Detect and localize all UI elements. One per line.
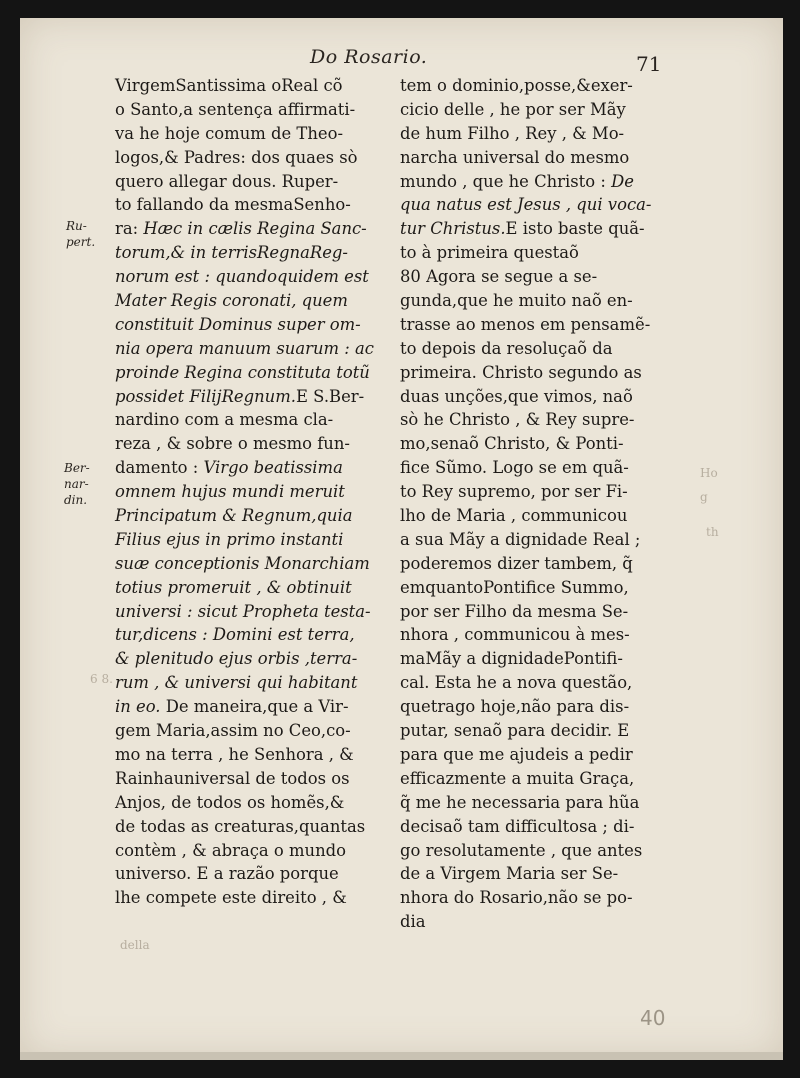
text-line — [115, 791, 374, 815]
text-line — [115, 146, 374, 170]
text-line — [115, 623, 374, 647]
text-fragment: decisaõ tam difficultosa ; di- — [400, 816, 635, 836]
text-fragment: VirgemSantissima oReal cõ — [115, 76, 343, 95]
text-fragment: Rainhauniversal de todos os — [115, 768, 350, 788]
text-fragment: nardino com a mesma cla- — [115, 410, 334, 430]
text-line — [115, 408, 374, 432]
text-line — [400, 265, 651, 289]
text-line — [115, 337, 374, 361]
latin-quote-fragment: qua natus est Jesus , qui voca- — [400, 195, 652, 215]
text-line — [400, 552, 651, 576]
text-line — [115, 122, 374, 146]
text-fragment: va he hoje comum de Theo- — [115, 123, 344, 143]
text-fragment: cicio delle , he por ser Mãy — [400, 99, 626, 119]
text-line — [400, 385, 651, 409]
latin-quote-fragment: universi : sicut Propheta testa- — [115, 601, 371, 621]
text-fragment: gunda,que he muito naõ en- — [400, 291, 633, 311]
bleed-through-text: Ho — [700, 466, 718, 480]
text-fragment: nhora do Rosario,não se po- — [400, 888, 633, 908]
text-fragment: Anjos, de todos os homẽs,& — [115, 792, 345, 812]
text-line — [400, 289, 651, 313]
text-line — [115, 528, 374, 552]
text-line — [115, 385, 374, 409]
latin-quote-fragment: torum,& in terrisRegnaReg- — [115, 243, 348, 263]
text-fragment: putar, senaõ para decidir. E — [400, 721, 630, 741]
text-line — [400, 146, 651, 170]
text-fragment: damento : — [115, 458, 204, 478]
bleed-through-text: th — [706, 525, 719, 539]
margin-note-rupert: Ru- pert. — [66, 219, 96, 249]
text-fragment: de todas as creaturas,quantas — [115, 816, 366, 836]
text-line — [400, 480, 651, 504]
latin-quote-fragment: nia opera manuum suarum : ac — [115, 338, 374, 358]
text-fragment: mundo , que he Christo : — [400, 171, 612, 191]
text-line — [115, 862, 374, 886]
latin-quote-fragment: Filius ejus in primo instanti — [115, 529, 344, 549]
text-line — [400, 600, 651, 624]
text-line — [400, 313, 651, 337]
text-line — [115, 671, 374, 695]
latin-quote-fragment: constituit Dominus super om- — [115, 314, 361, 334]
text-line — [400, 623, 651, 647]
text-fragment: mo,senaõ Christo, & Ponti- — [400, 434, 624, 454]
text-line — [400, 74, 651, 98]
latin-quote-fragment: omnem hujus mundi meruit — [115, 482, 345, 502]
text-line — [115, 170, 374, 194]
text-fragment: reza , & sobre o mesmo fun- — [115, 434, 350, 454]
text-fragment: E isto baste quã- — [505, 219, 645, 239]
text-fragment: q̃ me he necessaria para hũa — [400, 792, 640, 812]
text-line — [400, 719, 651, 743]
text-fragment: poderemos dizer tambem, q̃ — [400, 553, 633, 573]
text-fragment: cal. Esta he a nova questão, — [400, 673, 633, 693]
bleed-through-text: g — [700, 490, 708, 504]
text-fragment: go resolutamente , que antes — [400, 840, 643, 860]
text-fragment: de hum Filho , Rey , & Mo- — [400, 123, 625, 143]
text-fragment: nhora , communicou à mes- — [400, 625, 630, 645]
text-fragment: to depois da resoluçaõ da — [400, 338, 613, 358]
text-fragment: maMãy a dignidadePontifi- — [400, 649, 623, 669]
running-head: Do Rosario. — [310, 46, 428, 68]
text-fragment: para que me ajudeis a pedir — [400, 744, 633, 764]
page-edge-shadow — [20, 1052, 783, 1060]
text-line — [115, 313, 374, 337]
text-fragment: contèm , & abraça o mundo — [115, 840, 346, 860]
text-fragment: por ser Filho da mesma Se- — [400, 601, 629, 621]
text-fragment: to fallando da mesmaSenho- — [115, 195, 351, 215]
text-fragment: sò he Christo , & Rey supre- — [400, 410, 635, 430]
text-line — [115, 265, 374, 289]
text-fragment: tem o dominio,posse,&exer- — [400, 76, 633, 95]
text-fragment: universo. E a razão porque — [115, 864, 339, 884]
latin-quote-fragment: in eo. — [115, 697, 161, 717]
latin-quote-fragment: & plenitudo ejus orbis ,terra- — [115, 649, 358, 669]
text-fragment: lho de Maria , communicou — [400, 506, 628, 526]
latin-quote-fragment: Principatum & Regnum,quia — [115, 506, 353, 526]
text-line — [400, 886, 651, 910]
page-number: 71 — [636, 52, 662, 76]
text-line — [400, 767, 651, 791]
text-line — [400, 361, 651, 385]
latin-quote-fragment: Hæc in cælis Regina Sanc- — [143, 219, 367, 239]
margin-note-bernardino: Ber- nar- din. — [64, 461, 90, 507]
text-line — [115, 289, 374, 313]
text-fragment: o Santo,a sentença affirmati- — [115, 99, 356, 119]
text-line — [400, 839, 651, 863]
text-line — [115, 74, 374, 98]
text-line — [115, 504, 374, 528]
text-fragment: primeira. Christo segundo as — [400, 362, 642, 382]
latin-quote-fragment: norum est : quandoquidem est — [115, 267, 369, 287]
text-line — [115, 767, 374, 791]
text-line — [115, 552, 374, 576]
text-line — [115, 361, 374, 385]
text-line — [115, 576, 374, 600]
text-fragment: duas unções,que vimos, naõ — [400, 386, 633, 406]
text-fragment: emquantoPontifice Summo, — [400, 577, 629, 597]
latin-quote-fragment: totius promeruit , & obtinuit — [115, 577, 352, 597]
text-fragment: efficazmente a muita Graça, — [400, 768, 635, 788]
text-line — [400, 504, 651, 528]
text-line — [115, 839, 374, 863]
text-fragment: to à primeira questaõ — [400, 243, 579, 263]
text-line — [115, 600, 374, 624]
text-line — [400, 743, 651, 767]
text-line — [400, 122, 651, 146]
text-fragment: fice Sũmo. Logo se em quã- — [400, 458, 629, 478]
text-line — [115, 647, 374, 671]
text-fragment: gem Maria,assim no Ceo,co- — [115, 721, 351, 741]
text-fragment: E S.Ber- — [296, 386, 365, 406]
text-fragment: de a Virgem Maria ser Se- — [400, 864, 619, 884]
latin-quote-fragment: suæ conceptionis Monarchiam — [115, 553, 370, 573]
text-line — [400, 241, 651, 265]
text-line — [400, 337, 651, 361]
text-fragment: logos,& Padres: dos quaes sò — [115, 147, 358, 167]
latin-quote-fragment: rum , & universi qui habitant — [115, 673, 358, 693]
text-fragment: quetrago hoje,não para dis- — [400, 697, 630, 717]
text-fragment: lhe compete este direito , & — [115, 888, 347, 908]
text-fragment: narcha universal do mesmo — [400, 147, 630, 167]
text-line — [115, 432, 374, 456]
text-line — [400, 528, 651, 552]
text-fragment: quero allegar dous. Ruper- — [115, 171, 339, 191]
latin-quote-fragment: Mater Regis coronati, quem — [115, 291, 348, 311]
text-line — [400, 647, 651, 671]
latin-quote-fragment: De — [611, 171, 634, 191]
text-line — [400, 815, 651, 839]
left-text-column — [115, 74, 374, 910]
text-line — [115, 217, 374, 241]
text-line — [115, 695, 374, 719]
text-line — [115, 743, 374, 767]
latin-quote-fragment: possidet FilijRegnum. — [115, 386, 296, 406]
latin-quote-fragment: Virgo beatissima — [203, 458, 343, 478]
text-line — [400, 671, 651, 695]
text-line — [115, 719, 374, 743]
text-line — [400, 456, 651, 480]
latin-quote-fragment: tur,dicens : Domini est terra, — [115, 625, 355, 645]
text-fragment: trasse ao menos em pensamẽ- — [400, 314, 651, 334]
text-line — [400, 910, 651, 934]
bleed-through-text: 6 8. — [90, 672, 113, 686]
text-line — [115, 193, 374, 217]
text-fragment: De maneira,que a Vir- — [160, 697, 349, 717]
text-line — [400, 170, 651, 194]
text-line — [400, 432, 651, 456]
text-line — [400, 862, 651, 886]
bleed-through-text: della — [120, 938, 150, 952]
text-line — [400, 791, 651, 815]
text-fragment: to Rey supremo, por ser Fi- — [400, 482, 628, 502]
text-fragment: 80 Agora se segue a se- — [400, 267, 598, 287]
text-fragment: mo na terra , he Senhora , & — [115, 744, 354, 764]
latin-quote-fragment: tur Christus. — [400, 219, 506, 239]
text-line — [115, 98, 374, 122]
text-line — [400, 217, 651, 241]
text-line — [400, 695, 651, 719]
right-text-column — [400, 74, 651, 934]
text-line — [400, 408, 651, 432]
text-fragment: ra: — [115, 219, 144, 239]
text-line — [115, 241, 374, 265]
text-fragment: dia — [400, 912, 426, 932]
text-line — [115, 886, 374, 910]
handwritten-folio-number: 40 — [640, 1006, 666, 1030]
text-line — [115, 456, 374, 480]
text-line — [400, 193, 651, 217]
text-fragment: a sua Mãy a dignidade Real ; — [400, 529, 641, 549]
text-line — [115, 480, 374, 504]
text-line — [115, 815, 374, 839]
text-line — [400, 98, 651, 122]
text-line — [400, 576, 651, 600]
latin-quote-fragment: proinde Regina constituta totũ — [115, 362, 370, 382]
